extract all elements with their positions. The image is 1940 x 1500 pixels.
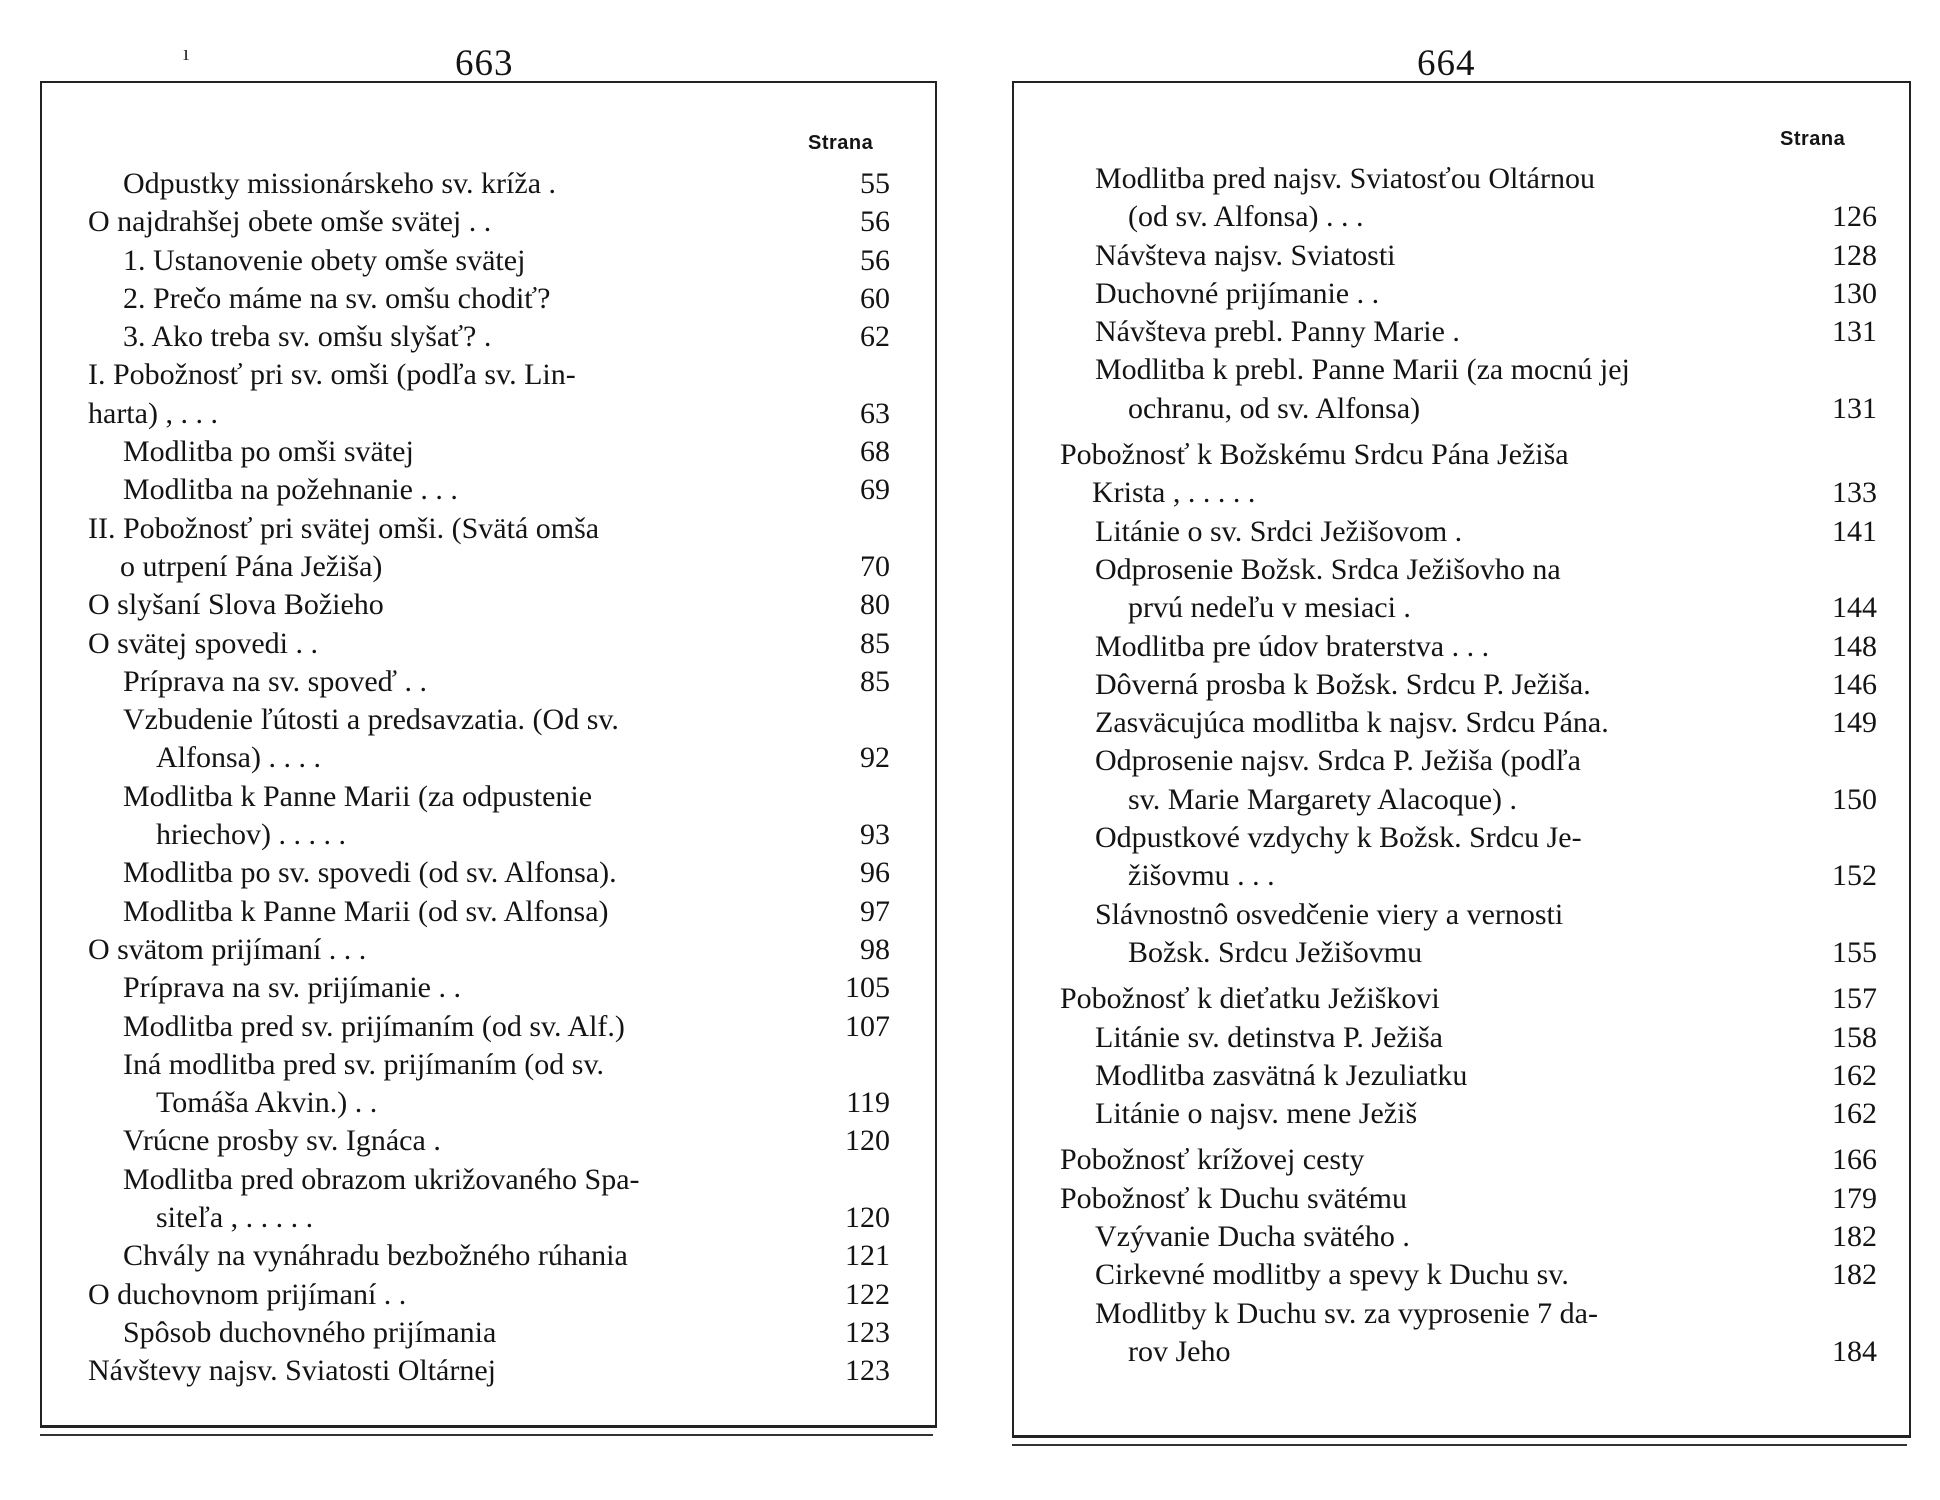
toc-entry <box>1060 1295 1877 1372</box>
toc-entry-title: 3. Ako treba sv. omšu slyšať? . <box>123 320 492 354</box>
toc-entry <box>1060 513 1877 551</box>
toc-entry <box>1060 819 1877 896</box>
toc-entry-title: Iná modlitba pred sv. prijímaním (od sv. <box>123 1047 605 1081</box>
toc-entry <box>1060 1019 1877 1057</box>
toc-entry <box>88 318 890 356</box>
toc-entry-title-continuation: sv. Marie Margarety Alacoque) . <box>1128 782 1518 816</box>
toc-entry-title-continuation: ochranu, od sv. Alfonsa) <box>1128 391 1421 425</box>
toc-entry-title: O svätom prijímaní . . . <box>88 932 367 966</box>
toc-entry <box>88 586 890 624</box>
toc-entry-title: Vzbudenie ľútosti a predsavzatia. (Od sv. <box>123 703 619 737</box>
toc-entry-title-continuation: Krista , . . . . . <box>1092 476 1256 510</box>
toc-entry <box>1060 1218 1877 1256</box>
toc-entry-page: 121 <box>845 1239 890 1273</box>
toc-entry <box>88 931 890 969</box>
toc-entry-page: 141 <box>1832 514 1877 548</box>
toc-entry-title-continuation: prvú nedeľu v mesiaci . <box>1128 591 1411 625</box>
toc-entry <box>1060 551 1877 628</box>
toc-entry-title: I. Pobožnosť pri sv. omši (podľa sv. Lin- <box>88 358 576 392</box>
toc-entry-page: 69 <box>860 473 890 507</box>
toc-entry-title: O duchovnom prijímaní . . <box>88 1277 407 1311</box>
toc-entry-page: 85 <box>860 664 890 698</box>
bottom-rule <box>1012 1444 1907 1446</box>
toc-entry <box>88 1237 890 1275</box>
toc-entry-title-continuation: Alfonsa) . . . . <box>156 741 321 775</box>
toc-entry <box>88 1046 890 1123</box>
toc-entry-page: 184 <box>1832 1334 1877 1368</box>
toc-entry-title: Modlitba k prebl. Panne Marii (za mocnú jej <box>1095 353 1630 387</box>
toc-entry-title: Návštevy najsv. Sviatosti Oltárnej <box>88 1354 496 1388</box>
toc-entry-page: 120 <box>845 1124 890 1158</box>
toc-entry-title-continuation: rov Jeho <box>1128 1334 1231 1368</box>
toc-entry <box>88 356 890 433</box>
toc-entry <box>88 1352 890 1390</box>
toc-entry <box>88 1314 890 1352</box>
toc-entry-title: Modlitba pred sv. prijímaním (od sv. Alf.) <box>123 1009 625 1043</box>
toc-entry-title: Duchovné prijímanie . . <box>1095 276 1380 310</box>
toc-entry <box>1060 1256 1877 1294</box>
toc-entry-page: 182 <box>1832 1220 1877 1254</box>
toc-entry-page: 63 <box>860 396 890 430</box>
toc-entry-title: Vrúcne prosby sv. Ignáca . <box>123 1124 441 1158</box>
toc-entry-page: 119 <box>846 1086 890 1120</box>
toc-entry <box>1060 237 1877 275</box>
toc-entry-page: 148 <box>1832 629 1877 663</box>
toc-entry-title: Príprava na sv. spoveď . . <box>123 664 428 698</box>
toc-entry-title: Príprava na sv. prijímanie . . <box>123 971 461 1005</box>
toc-entry-title: Modlitba zasvätná k Jezuliatku <box>1095 1058 1468 1092</box>
toc-entry-title: Odprosenie Božsk. Srdca Ježišovho na <box>1095 552 1561 586</box>
toc-entry-title: Pobožnosť k dieťatku Ježiškovi <box>1060 982 1440 1016</box>
toc-entry-page: 126 <box>1832 200 1877 234</box>
toc-entry <box>1060 160 1877 237</box>
toc-entry-page: 120 <box>845 1201 890 1235</box>
page-664 <box>980 0 1940 1500</box>
toc-entry-title: Modlitba pre údov braterstva . . . <box>1095 629 1490 663</box>
toc-entry-title: 2. Prečo máme na sv. omšu chodiť? <box>123 281 551 315</box>
toc-entry-page: 107 <box>845 1009 890 1043</box>
toc-entry-title-continuation: harta) , . . . <box>88 396 218 430</box>
toc-entry-page: 146 <box>1832 667 1877 701</box>
toc-entry-title: Modlitby k Duchu sv. za vyprosenie 7 da- <box>1095 1296 1598 1330</box>
toc-entry-title-continuation: Božsk. Srdcu Ježišovmu <box>1128 935 1423 969</box>
toc-entry-page: 56 <box>860 243 890 277</box>
toc-entry <box>1060 1057 1877 1095</box>
toc-entry <box>1060 313 1877 351</box>
toc-entry-title: Modlitba po sv. spovedi (od sv. Alfonsa). <box>123 856 617 890</box>
toc-entry <box>88 1122 890 1160</box>
toc-entry-page: 158 <box>1832 1020 1877 1054</box>
toc-entry-title-continuation: hriechov) . . . . . <box>156 818 346 852</box>
toc-entry <box>1060 275 1877 313</box>
toc-entry <box>1060 628 1877 666</box>
toc-entry <box>88 625 890 663</box>
toc-entry-title: Modlitba pred obrazom ukrižovaného Spa- <box>123 1162 640 1196</box>
toc-entry-page: 123 <box>845 1315 890 1349</box>
toc-entry <box>88 701 890 778</box>
toc-entry-page: 60 <box>860 281 890 315</box>
toc-entry <box>88 165 890 203</box>
toc-entry-page: 133 <box>1832 476 1877 510</box>
toc-entry-title: Chvály na vynáhradu bezbožného rúhania <box>123 1239 628 1273</box>
toc-entry-page: 162 <box>1832 1097 1877 1131</box>
toc-entry-title-continuation: žišovmu . . . <box>1128 859 1275 893</box>
toc-entry <box>88 433 890 471</box>
toc-entry-title: Modlitba k Panne Marii (za odpustenie <box>123 779 593 813</box>
toc-entry-page: 93 <box>860 818 890 852</box>
toc-entry-page: 97 <box>860 894 890 928</box>
toc-entry <box>1060 980 1877 1018</box>
toc-entry-page: 131 <box>1832 315 1877 349</box>
toc-entry-page: 152 <box>1832 859 1877 893</box>
toc-list <box>1060 160 1877 1371</box>
toc-entry-title-continuation: Tomáša Akvin.) . . <box>156 1086 378 1120</box>
toc-entry <box>88 854 890 892</box>
toc-entry-title: O najdrahšej obete omše svätej . . <box>88 205 492 239</box>
toc-entry <box>1060 704 1877 742</box>
print-speck: ı <box>183 40 190 65</box>
toc-entry <box>1060 666 1877 704</box>
toc-entry-page: 70 <box>860 549 890 583</box>
toc-entry-page: 85 <box>860 626 890 660</box>
toc-entry <box>88 1008 890 1046</box>
toc-entry-title: O svätej spovedi . . <box>88 626 318 660</box>
toc-entry-title: Litánie sv. detinstva P. Ježiša <box>1095 1020 1443 1054</box>
toc-entry-page: 179 <box>1832 1181 1877 1215</box>
toc-list <box>88 165 890 1391</box>
toc-entry-title: Návšteva najsv. Sviatosti <box>1095 238 1396 272</box>
column-header: Strana <box>1780 128 1846 150</box>
toc-entry <box>88 663 890 701</box>
toc-entry-title: Odpustkové vzdychy k Božsk. Srdcu Je- <box>1095 821 1582 855</box>
toc-entry <box>88 203 890 241</box>
toc-entry-page: 62 <box>860 320 890 354</box>
page-663 <box>0 0 960 1500</box>
toc-entry-title: Návšteva prebl. Panny Marie . <box>1095 315 1460 349</box>
toc-entry-title: II. Pobožnosť pri svätej omši. (Svätá omša <box>88 511 600 545</box>
toc-entry-title: 1. Ustanovenie obety omše svätej <box>123 243 526 277</box>
toc-entry-title: Modlitba na požehnanie . . . <box>123 473 458 507</box>
toc-entry-title-continuation: siteľa , . . . . . <box>156 1201 314 1235</box>
toc-entry <box>1060 1141 1877 1179</box>
toc-entry <box>88 280 890 318</box>
toc-entry-title: Pobožnosť k Božskému Srdcu Pána Ježiša <box>1060 438 1569 472</box>
toc-entry-title-continuation: o utrpení Pána Ježiša) <box>120 549 383 583</box>
page-number: 663 <box>455 43 514 84</box>
toc-entry-page: 182 <box>1832 1258 1877 1292</box>
toc-entry-title: Vzývanie Ducha svätého . <box>1095 1220 1410 1254</box>
toc-entry-title: Pobožnosť krížovej cesty <box>1060 1143 1365 1177</box>
toc-entry-title: Modlitba pred najsv. Sviatosťou Oltárnou <box>1095 162 1595 195</box>
toc-entry <box>88 969 890 1007</box>
toc-entry-title: Odprosenie najsv. Srdca P. Ježiša (podľa <box>1095 744 1581 778</box>
toc-entry-page: 128 <box>1832 238 1877 272</box>
toc-entry <box>1060 742 1877 819</box>
toc-entry-page: 150 <box>1832 782 1877 816</box>
toc-entry-page: 96 <box>860 856 890 890</box>
toc-entry <box>1060 351 1877 428</box>
toc-entry-page: 122 <box>845 1277 890 1311</box>
section-gap <box>1060 972 1877 980</box>
toc-entry-title-continuation: (od sv. Alfonsa) . . . <box>1128 200 1364 234</box>
toc-entry-title: Litánie o sv. Srdci Ježišovom . <box>1095 514 1463 548</box>
toc-entry-page: 80 <box>860 588 890 622</box>
bottom-rule <box>40 1434 933 1436</box>
toc-entry-page: 166 <box>1832 1143 1877 1177</box>
toc-entry-page: 157 <box>1832 982 1877 1016</box>
toc-entry-page: 98 <box>860 932 890 966</box>
toc-entry-title: Litánie o najsv. mene Ježiš <box>1095 1097 1418 1131</box>
toc-entry-title: Modlitba k Panne Marii (od sv. Alfonsa) <box>123 894 609 928</box>
toc-entry-title: Modlitba po omši svätej <box>123 435 414 469</box>
toc-entry-page: 105 <box>845 971 890 1005</box>
toc-entry-page: 123 <box>845 1354 890 1388</box>
toc-entry-page: 55 <box>860 167 890 200</box>
toc-entry-page: 131 <box>1832 391 1877 425</box>
toc-entry-title: Odpustky missionárskeho sv. kríža . <box>123 167 557 200</box>
toc-entry-title: Pobožnosť k Duchu svätému <box>1060 1181 1407 1215</box>
toc-entry-page: 144 <box>1832 591 1877 625</box>
column-header: Strana <box>808 132 874 154</box>
page-number: 664 <box>1417 43 1476 84</box>
toc-entry-title: Dôverná prosba k Božsk. Srdcu P. Ježiša. <box>1095 667 1591 701</box>
toc-entry-page: 130 <box>1832 276 1877 310</box>
toc-entry <box>1060 896 1877 973</box>
toc-entry <box>88 1161 890 1238</box>
toc-entry-title: Slávnostnô osvedčenie viery a vernosti <box>1095 897 1564 931</box>
toc-entry-title: Spôsob duchovného prijímania <box>123 1315 497 1349</box>
toc-entry-page: 68 <box>860 435 890 469</box>
toc-entry <box>88 778 890 855</box>
toc-entry-page: 162 <box>1832 1058 1877 1092</box>
toc-entry <box>1060 1095 1877 1133</box>
toc-entry <box>88 510 890 587</box>
toc-entry <box>88 1276 890 1314</box>
toc-entry <box>1060 436 1877 513</box>
section-gap <box>1060 428 1877 436</box>
toc-entry-page: 155 <box>1832 935 1877 969</box>
toc-entry-title: Cirkevné modlitby a spevy k Duchu sv. <box>1095 1258 1569 1292</box>
toc-entry <box>88 893 890 931</box>
toc-entry-page: 149 <box>1832 706 1877 740</box>
toc-entry-title: Zasväcujúca modlitba k najsv. Srdcu Pána. <box>1095 706 1609 740</box>
toc-entry-title: O slyšaní Slova Božieho <box>88 588 384 622</box>
toc-entry-page: 92 <box>860 741 890 775</box>
toc-entry-page: 56 <box>860 205 890 239</box>
toc-entry <box>1060 1180 1877 1218</box>
toc-entry <box>88 242 890 280</box>
section-gap <box>1060 1133 1877 1141</box>
toc-entry <box>88 471 890 509</box>
